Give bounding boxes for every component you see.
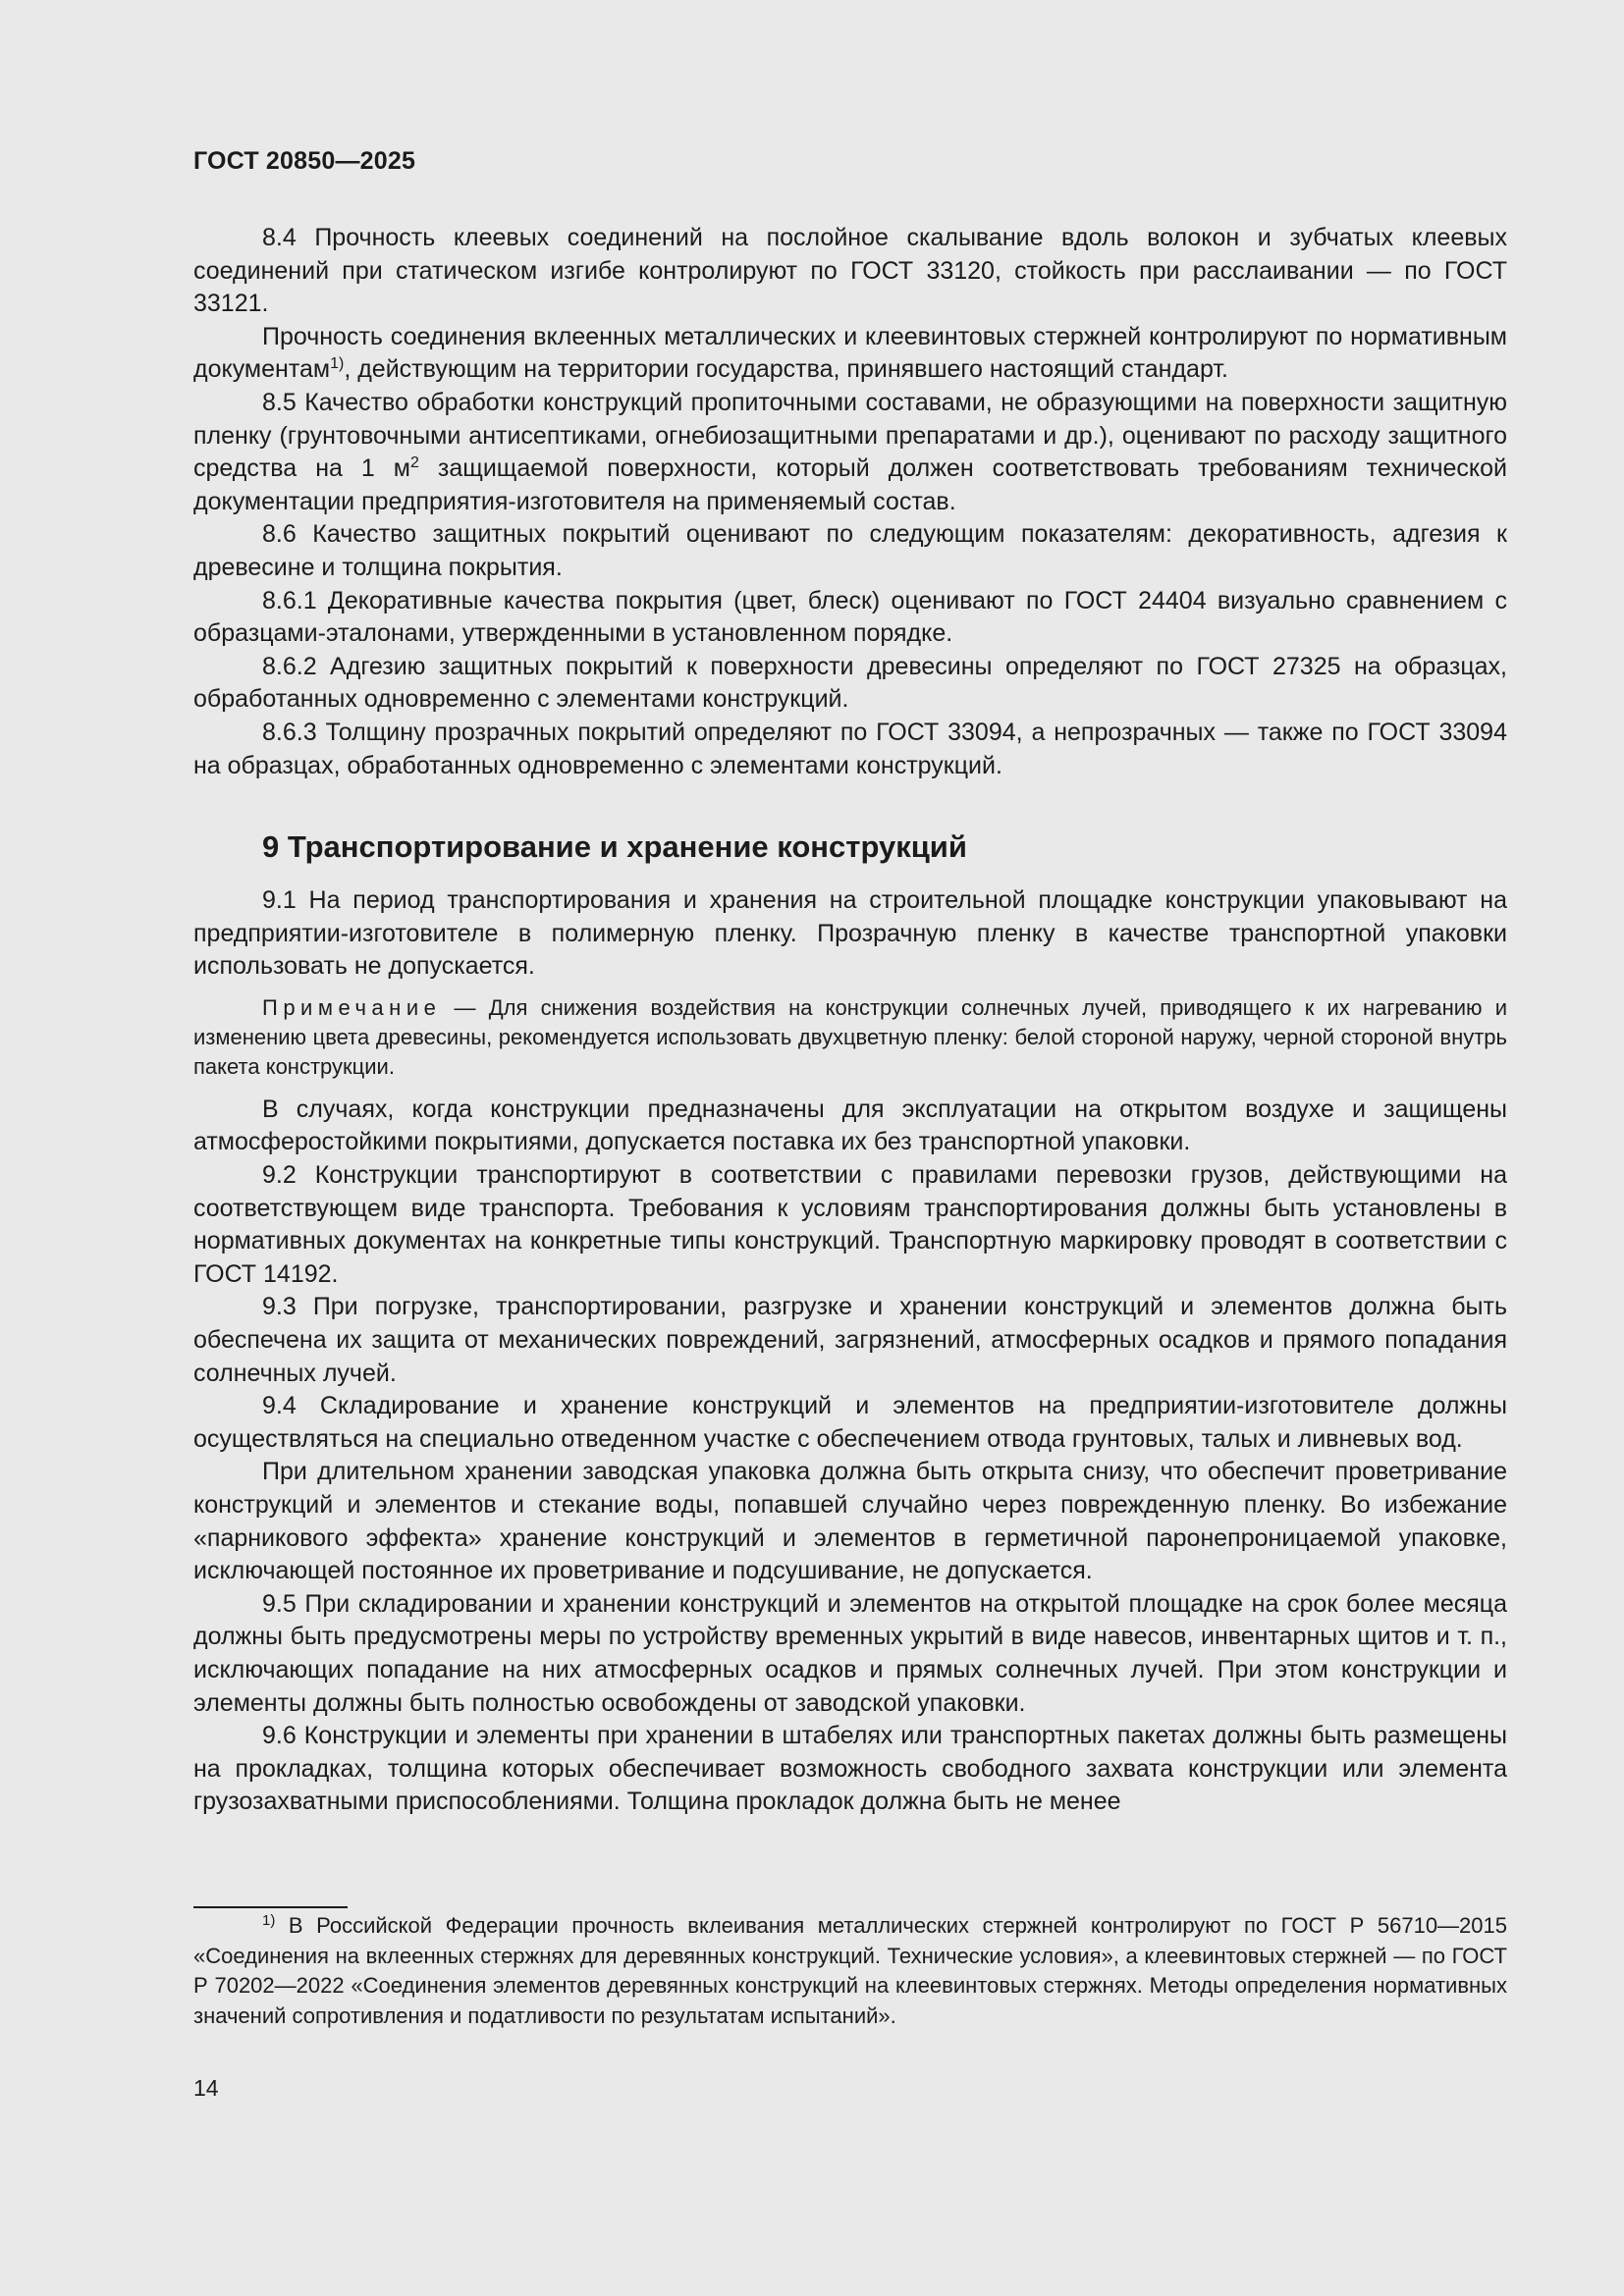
paragraph-9-4: 9.4 Складирование и хранение конструкций и элементов на предприятии-изготовителе должны осуществляться на специально отведенном участке с обеспечением отвода грунтовых, талых и ливневых вод. (193, 1392, 1507, 1453)
paragraph-8-6-3: 8.6.3 Толщину прозрачных покрытий определяют по ГОСТ 33094, а непрозрачных — также по ГОСТ 33094 на образцах, обработанных одновременно с элементами конструкций. (193, 718, 1507, 779)
document-body (193, 222, 1507, 1819)
paragraph-9-1: 9.1 На период транспортирования и хранения на строительной площадке конструкции упаковывают на предприятии-изготовителе в полимерную пленку. Прозрачную пленку в качестве транспортной упаковки использовать не допускается. (193, 886, 1507, 981)
footnote-mark: 1) (262, 1912, 276, 1929)
page-number: 14 (193, 2075, 219, 2101)
footnote-divider (193, 1906, 348, 1908)
paragraph-9-5: 9.5 При складировании и хранении конструкций и элементов на открытой площадке на срок более месяца должны быть предусмотрены меры по устройству временных укрытий в виде навесов, инвентарных щитов и т. п., исключающих попадание на них атмосферных осадков и прямых солнечных лучей. При этом конструкции и элементы должны быть полностью освобождены от заводской упаковки. (193, 1589, 1507, 1717)
paragraph-8-6: 8.6 Качество защитных покрытий оценивают по следующим показателям: декоративность, адгезия к древесине и толщина покрытия. (193, 520, 1507, 581)
paragraph-8-6-2: 8.6.2 Адгезию защитных покрытий к поверхности древесины определяют по ГОСТ 27325 на образцах, обработанных одновременно с элементами конструкций. (193, 652, 1507, 714)
footnote-ref: 1) (330, 355, 345, 373)
paragraph-9-2: 9.2 Конструкции транспортируют в соответствии с правилами перевозки грузов, действующими на соответствующем виде транспорта. Требования к условиям транспортирования должны быть установлены в нормативных документах на конкретные типы конструкций. Транспортную маркировку проводят в соответствии с ГОСТ 14192. (193, 1161, 1507, 1288)
paragraph-9-4-cont: При длительном хранении заводская упаковка должна быть открыта снизу, что обеспечит проветривание конструкций и элементов и стекание воды, попавшей случайно через поврежденную пленку. Во избежание «парникового эффекта» хранение конструкций и элементов в герметичной паронепроницаемой упаковке, исключающей постоянное их проветривание и подсушивание, не допускается. (193, 1458, 1507, 1585)
note-text: Для снижения воздействия на конструкции солнечных лучей, приводящего к их нагреванию и изменению цвета древесины, рекомендуется использовать двухцветную пленку: белой стороной наружу, черной стороной внутрь пакета конструкции. (193, 994, 1507, 1079)
paragraph-8-4-rods: Прочность соединения вклеенных металлических и клеевинтовых стержней контролируют по нормативным документам$^{1)}$, действующим на территории государства, принявшего настоящий стандарт. (193, 322, 1507, 384)
paragraph-9-6: 9.6 Конструкции и элементы при хранении в штабелях или транспортных пакетах должны быть размещены на прокладках, толщина которых обеспечивает возможность свободного захвата конструкции или элемента грузозахватными приспособлениями. Толщина прокладок должна быть не менее (193, 1722, 1507, 1816)
footnote-text: В Российской Федерации прочность вклеивания металлических стержней контролируют по ГОСТ Р 56710—2015 «Соединения на вклеенных стержнях для деревянных конструкций. Технические условия», а клеевинтовых стержней — по ГОСТ Р 70202—2022 «Соединения элементов деревянных конструкций на клеевинтовых стержнях. Методы определения нормативных значений сопротивления и податливости по результатам испытаний». (193, 1913, 1507, 2028)
paragraph-8-5: 8.5 Качество обработки конструкций пропиточными составами, не образующими на поверхности защитную пленку (грунтовочными антисептиками, огнебиозащитными препаратами и др.), оценивают по расходу защитного средства на 1 $м^2$ защищаемой поверхности, который должен соответствовать требованиям технической документации предприятия-изготовителя на применяемый состав. (193, 388, 1507, 515)
note-block: Примечание — Для снижения воздействия на конструкции солнечных лучей, приводящего к их нагреванию и изменению цвета древесины, рекомендуется использовать двухцветную пленку: белой стороной наружу, черной стороной внутрь пакета конструкции. (193, 994, 1507, 1079)
superscript-square: 2 (409, 454, 419, 472)
paragraph-9-3: 9.3 При погрузке, транспортировании, разгрузке и хранении конструкций и элементов должна быть обеспечена их защита от механических повреждений, загрязнений, атмосферных осадков и прямого попадания солнечных лучей. (193, 1293, 1507, 1387)
note-label: Примечание (262, 994, 442, 1020)
document-header: ГОСТ 20850—2025 (193, 147, 416, 175)
footnote (193, 1911, 1507, 2031)
paragraph-8-6-1: 8.6.1 Декоративные качества покрытия (цвет, блеск) оценивают по ГОСТ 24404 визуально сравнением с образцами-эталонами, утвержденными в установленном порядке. (193, 586, 1507, 648)
paragraph-8-4: 8.4 Прочность клеевых соединений на послойное скалывание вдоль волокон и зубчатых клеевых соединений при статическом изгибе контролируют по ГОСТ 33120, стойкость при расслаивании — по ГОСТ 33121. (193, 224, 1507, 318)
paragraph-9-1-cont: В случаях, когда конструкции предназначены для эксплуатации на открытом воздухе и защищены атмосферостойкими покрытиями, допускается поставка их без транспортной упаковки. (193, 1095, 1507, 1156)
section-9-heading: 9 Транспортирование и хранение конструкций (262, 829, 967, 865)
